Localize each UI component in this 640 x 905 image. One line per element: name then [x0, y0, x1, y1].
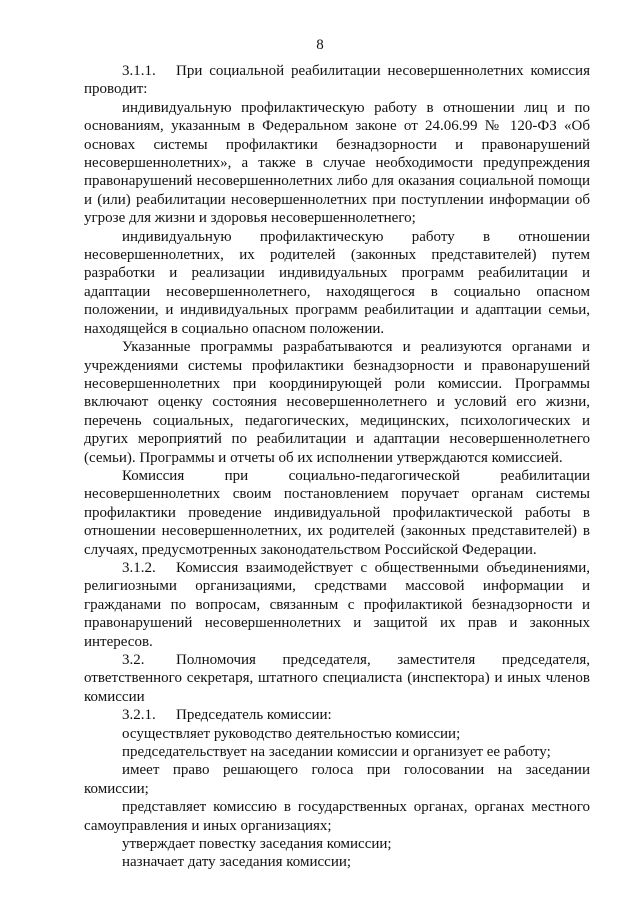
- paragraph-text: Комиссия взаимодействует с общественными объединениями, религиозными организациями, средствами массовой информации и гражданами по вопросам, связанным с профилактикой безнадзорности и правонарушений несовершеннолетних и защитой их прав и законных интересов.: [84, 559, 590, 650]
- clause-number: 3.2.: [122, 652, 145, 668]
- page-number: 8: [316, 37, 324, 53]
- paragraph: [84, 467, 590, 559]
- paragraph: [84, 853, 590, 871]
- paragraph: [84, 99, 590, 228]
- paragraph-text: индивидуальную профилактическую работу в отношении несовершеннолетних, их родителей (законных представителей) путем разработки и реализации индивидуальных программ реабилитации и адаптации несовершеннолетнего, находящегося в социально опасном положении, и индивидуальных программ реабилитации и адаптации семьи, находящейся в социально опасном положении.: [84, 228, 590, 337]
- paragraph-3-2: [84, 651, 590, 706]
- paragraph-text: При социальной реабилитации несовершеннолетних комиссия проводит:: [84, 63, 590, 98]
- paragraph-text: индивидуальную профилактическую работу в отношении лиц и по основаниям, указанным в Федеральном законе от 24.06.99 № 120-ФЗ «Об основах системы профилактики безнадзорности и правонарушений несовершеннолетних», а также в случае необходимости предупреждения правонарушений несовершеннолетних либо для оказания социальной помощи и (или) реабилитации несовершеннолетних при поступлении информации об угрозе для жизни и здоровья несовершеннолетнего;: [84, 99, 590, 227]
- paragraph: [84, 761, 590, 798]
- clause-number: 3.1.1.: [122, 63, 156, 79]
- clause-number: 3.2.1.: [122, 707, 156, 724]
- paragraph: [84, 798, 590, 835]
- paragraph-text: утверждает повестку заседания комиссии;: [122, 836, 392, 853]
- paragraph: [84, 743, 590, 761]
- paragraph: [84, 725, 590, 743]
- paragraph-text: Председатель комиссии:: [176, 707, 332, 724]
- paragraph-text: представляет комиссию в государственных органах, органах местного самоуправления и иных организациях;: [84, 799, 590, 834]
- paragraph-text: Полномочия председателя, заместителя председателя, ответственного секретаря, штатного специалиста (инспектора) и иных членов комиссии: [84, 652, 590, 705]
- paragraph-text: имеет право решающего голоса при голосовании на заседании комиссии;: [84, 762, 590, 797]
- paragraph-text: председательствует на заседании комиссии и организует ее работу;: [122, 744, 551, 761]
- paragraph-text: назначает дату заседания комиссии;: [122, 854, 352, 871]
- paragraph-text: Указанные программы разрабатываются и реализуются органами и учреждениями системы профилактики безнадзорности и правонарушений несовершеннолетних при координирующей роли комиссии. Программы включают оценку состояния несовершеннолетнего и условий его жизни, перечень социальных, педагогических, медицинских, психологических и других мероприятий по реабилитации и адаптации несовершеннолетнего (семьи). Программы и отчеты об их исполнении утверждаются комиссией.: [84, 339, 590, 466]
- paragraph-text: осуществляет руководство деятельностью комиссии;: [122, 725, 461, 742]
- paragraph: [84, 228, 590, 338]
- paragraph-3-1-1: [84, 62, 590, 99]
- document-body: [84, 62, 590, 872]
- paragraph: [84, 338, 590, 467]
- paragraph-3-1-2: [84, 559, 590, 651]
- clause-number: 3.1.2.: [122, 559, 156, 576]
- paragraph: [84, 835, 590, 853]
- paragraph-3-2-1: [84, 706, 590, 724]
- paragraph-text: Комиссия при социально-педагогической реабилитации несовершеннолетних своим постановлением поручает органам системы профилактики проведение индивидуальной профилактической работы в отношении несовершеннолетних, их родителей (законных представителей) в случаях, предусмотренных законодательством Российской Федерации.: [84, 467, 590, 558]
